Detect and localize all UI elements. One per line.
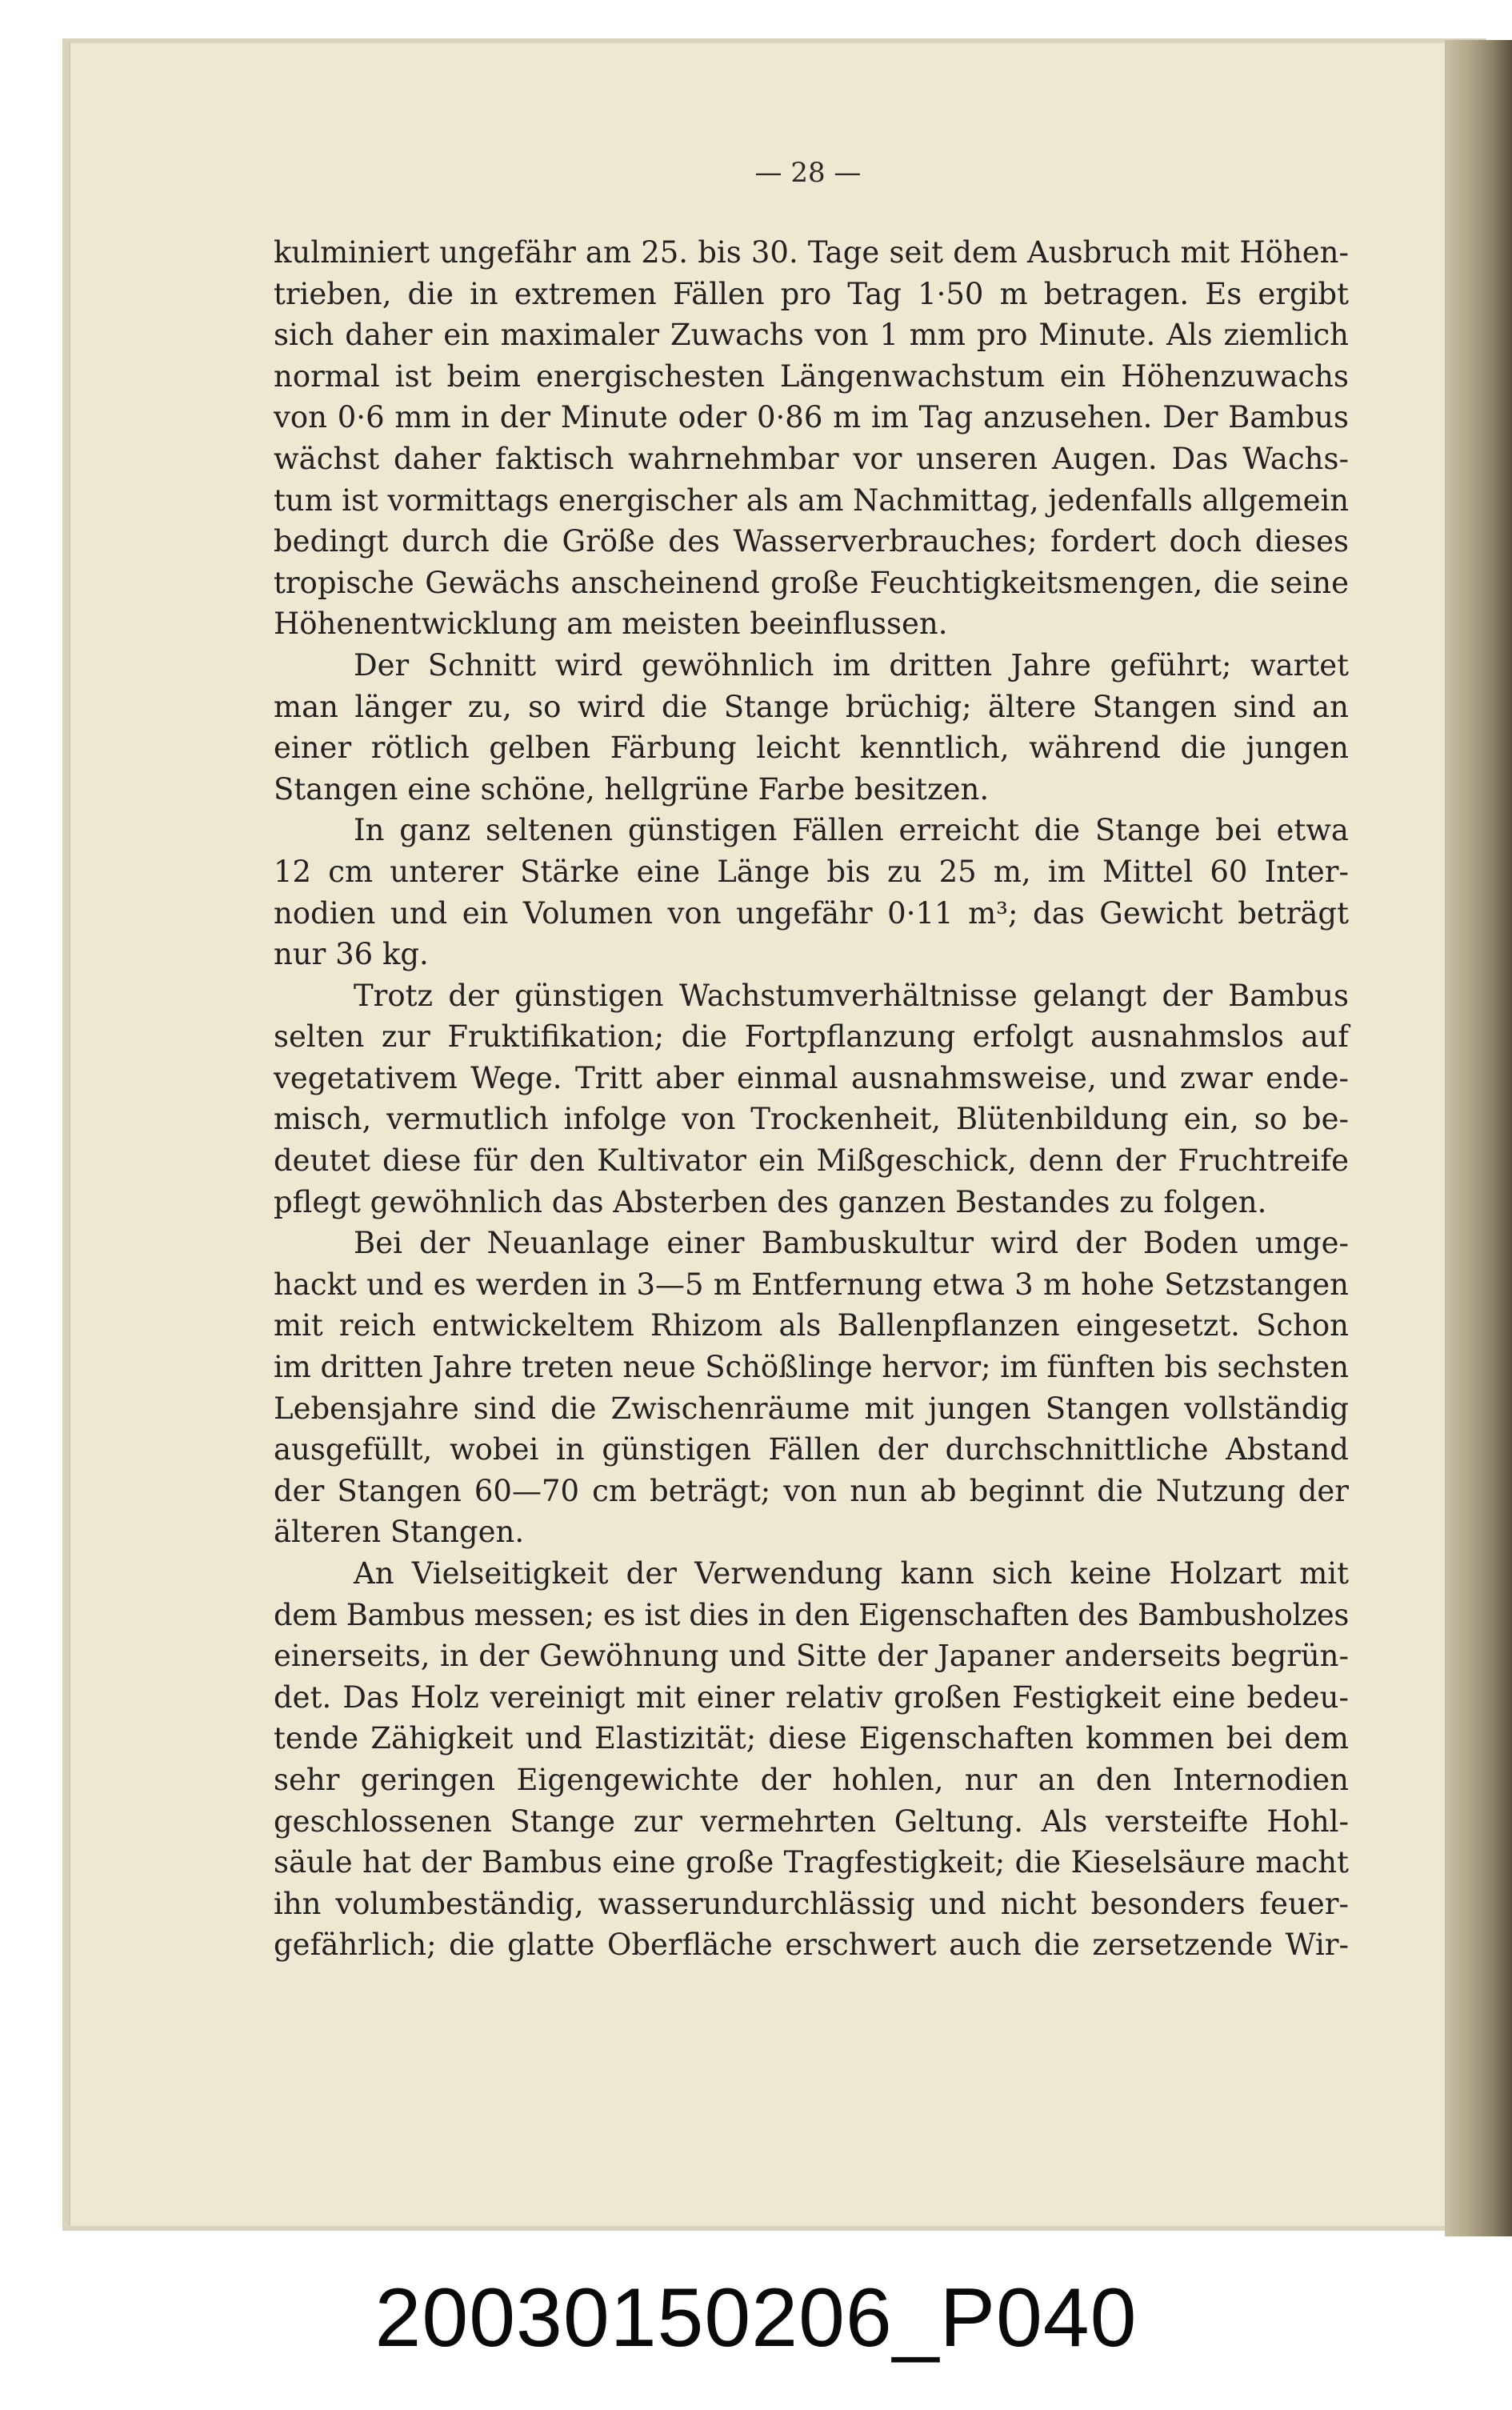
- text-line: im dritten Jahre treten neue Schößlinge hervor; im fünften bis sechsten: [274, 1350, 1349, 1385]
- text-line: nur 36 kg.: [274, 937, 429, 972]
- text-line: ausgefüllt, wobei in günstigen Fällen der durchschnittliche Abstand: [274, 1432, 1349, 1467]
- text-line: Lebensjahre sind die Zwischenräume mit jungen Stangen vollständig: [274, 1391, 1349, 1426]
- text-line: tum ist vormittags energischer als am Nachmittag, jedenfalls allgemein: [274, 482, 1349, 518]
- text-line: Stangen eine schöne, hellgrüne Farbe besitzen.: [274, 771, 990, 807]
- text-line: trieben, die in extremen Fällen pro Tag 1·50 m betragen. Es ergibt: [274, 276, 1349, 311]
- text-line: vegetativem Wege. Tritt aber einmal ausnahmsweise, und zwar ende-: [274, 1060, 1349, 1095]
- text-line: pflegt gewöhnlich das Absterben des ganzen Bestandes zu folgen.: [274, 1184, 1267, 1219]
- text-line: Trotz der günstigen Wachstumverhältnisse gelangt der Bambus: [354, 978, 1349, 1013]
- text-line: einerseits, in der Gewöhnung und Sitte der Japaner anderseits begrün-: [274, 1639, 1349, 1674]
- text-line: Bei der Neuanlage einer Bambuskultur wird der Boden umge-: [354, 1226, 1349, 1261]
- book-spine: [1445, 40, 1512, 2236]
- text-line: det. Das Holz vereinigt mit einer relativ großen Festigkeit eine bedeu-: [274, 1679, 1349, 1715]
- text-line: tropische Gewächs anscheinend große Feuchtigkeitsmengen, die seine: [274, 565, 1349, 600]
- text-line: dem Bambus messen; es ist dies in den Eigenschaften des Bambusholzes: [274, 1597, 1349, 1632]
- text-line: tende Zähigkeit und Elastizität; diese Eigenschaften kommen bei dem: [274, 1721, 1349, 1756]
- text-line: sich daher ein maximaler Zuwachs von 1 mm pro Minute. Als ziemlich: [274, 318, 1349, 353]
- text-line: An Vielseitigkeit der Verwendung kann sich keine Holzart mit: [354, 1556, 1349, 1591]
- catalog-id-caption: 20030150206_P040: [374, 2272, 1138, 2364]
- text-line: ihn volumbeständig, wasserundurchlässig und nicht besonders feuer-: [274, 1886, 1349, 1921]
- text-line: von 0·6 mm in der Minute oder 0·86 m im Tag anzusehen. Der Bambus: [274, 400, 1349, 435]
- text-line: man länger zu, so wird die Stange brüchig; ältere Stangen sind an: [274, 689, 1349, 724]
- text-line: wächst daher faktisch wahrnehmbar vor unseren Augen. Das Wachs-: [274, 441, 1349, 476]
- body-text: [274, 232, 1349, 1966]
- text-line: einer rötlich gelben Färbung leicht kenntlich, während die jungen: [274, 731, 1349, 766]
- text-line: bedingt durch die Größe des Wasserverbrauches; fordert doch dieses: [274, 524, 1349, 559]
- text-line: sehr geringen Eigengewichte der hohlen, nur an den Internodien: [274, 1762, 1349, 1797]
- text-line: der Stangen 60—70 cm beträgt; von nun ab beginnt die Nutzung der: [274, 1473, 1349, 1508]
- text-line: geschlossenen Stange zur vermehrten Geltung. Als versteifte Hohl-: [274, 1803, 1349, 1839]
- page-number: — 28 —: [754, 157, 862, 189]
- text-line: mit reich entwickeltem Rhizom als Ballenpflanzen eingesetzt. Schon: [274, 1308, 1349, 1343]
- text-line: Der Schnitt wird gewöhnlich im dritten Jahre geführt; wartet: [354, 647, 1349, 683]
- text-line: misch, vermutlich infolge von Trockenheit, Blütenbildung ein, so be-: [274, 1102, 1349, 1137]
- text-line: älteren Stangen.: [274, 1515, 525, 1550]
- text-line: selten zur Fruktifikation; die Fortpflanzung erfolgt ausnahmslos auf: [274, 1019, 1349, 1055]
- text-line: normal ist beim energischesten Längenwachstum ein Höhenzuwachs: [274, 358, 1349, 394]
- text-line: 12 cm unterer Stärke eine Länge bis zu 25 m, im Mittel 60 Inter-: [274, 854, 1349, 889]
- text-line: In ganz seltenen günstigen Fällen erreicht die Stange bei etwa: [354, 813, 1349, 848]
- text-line: gefährlich; die glatte Oberfläche erschwert auch die zersetzende Wir-: [274, 1928, 1349, 1963]
- text-line: nodien und ein Volumen von ungefähr 0·11 m³; das Gewicht beträgt: [274, 895, 1349, 931]
- text-line: säule hat der Bambus eine große Tragfestigkeit; die Kieselsäure macht: [274, 1845, 1349, 1880]
- text-line: Höhenentwicklung am meisten beeinflussen.: [274, 607, 948, 642]
- text-line: hackt und es werden in 3—5 m Entfernung etwa 3 m hohe Setzstangen: [274, 1267, 1349, 1302]
- text-line: kulminiert ungefähr am 25. bis 30. Tage seit dem Ausbruch mit Höhen-: [274, 235, 1349, 270]
- text-line: deutet diese für den Kultivator ein Mißgeschick, denn der Fruchtreife: [274, 1143, 1349, 1179]
